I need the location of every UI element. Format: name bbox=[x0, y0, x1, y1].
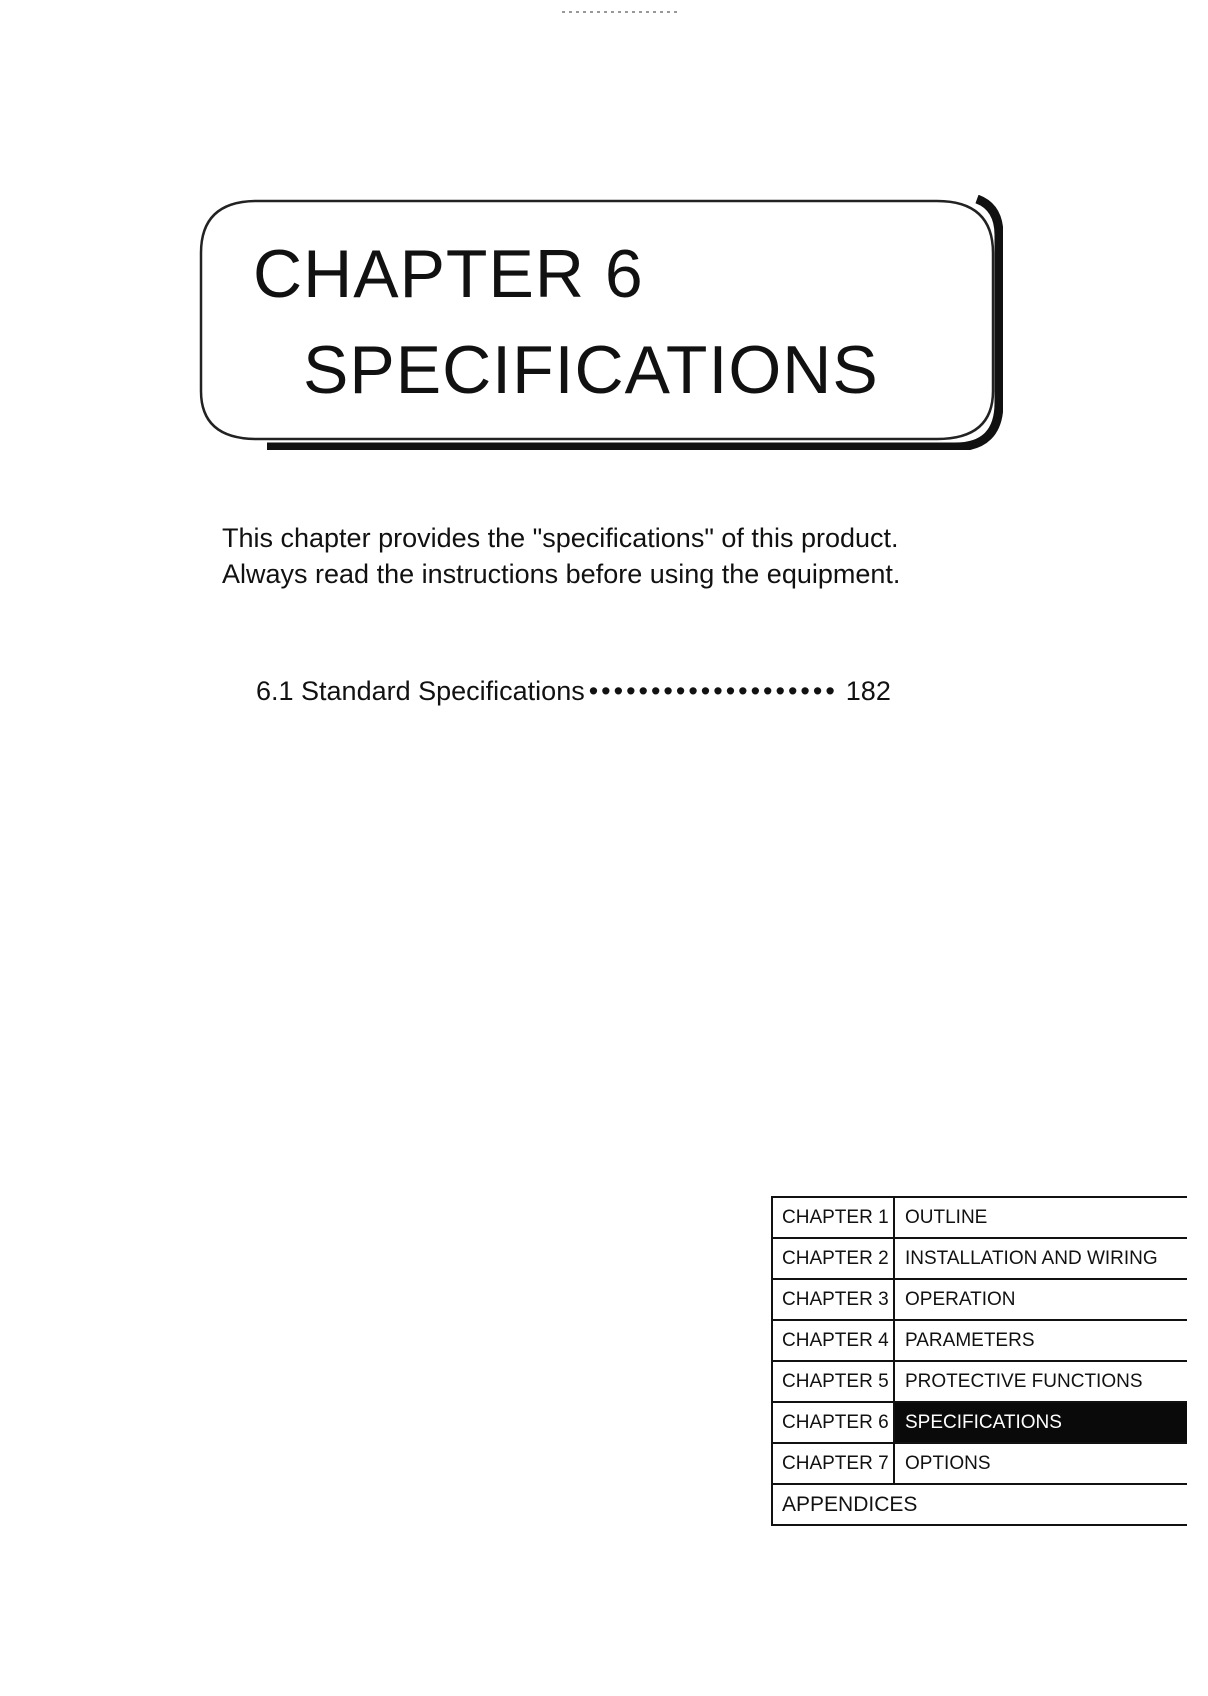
chapter-title-box bbox=[195, 195, 1003, 450]
toc-entry-label: 6.1 Standard Specifications bbox=[256, 676, 585, 706]
chapter-title: SPECIFICATIONS bbox=[303, 332, 879, 408]
chapter-number: CHAPTER 6 bbox=[253, 236, 644, 312]
chapter-index-row-4[interactable] bbox=[773, 1321, 1187, 1362]
chapter-index-number: CHAPTER 1 bbox=[773, 1198, 895, 1237]
chapter-index-row-1[interactable] bbox=[773, 1198, 1187, 1239]
title-box-frame bbox=[195, 195, 1003, 450]
chapter-index-number: CHAPTER 5 bbox=[773, 1362, 895, 1401]
chapter-index-number: CHAPTER 7 bbox=[773, 1444, 895, 1483]
chapter-index-name: PARAMETERS bbox=[905, 1329, 1035, 1351]
chapter-index-table bbox=[771, 1196, 1187, 1526]
chapter-index-row-3[interactable] bbox=[773, 1280, 1187, 1321]
chapter-index-number: CHAPTER 2 bbox=[773, 1239, 895, 1278]
chapter-index-number: CHAPTER 3 bbox=[773, 1280, 895, 1319]
chapter-index-number: CHAPTER 6 bbox=[773, 1403, 895, 1442]
chapter-index-name: PROTECTIVE FUNCTIONS bbox=[905, 1370, 1143, 1392]
chapter-index-name: OPERATION bbox=[905, 1288, 1016, 1310]
chapter-index-row-7[interactable] bbox=[773, 1444, 1187, 1485]
chapter-intro bbox=[222, 520, 900, 592]
toc-entry-page: 182 bbox=[845, 676, 891, 706]
chapter-index-number: CHAPTER 4 bbox=[773, 1321, 895, 1360]
chapter-index-name: OUTLINE bbox=[905, 1206, 988, 1228]
scan-artifact bbox=[562, 11, 680, 13]
chapter-index-appendices: APPENDICES bbox=[782, 1492, 918, 1516]
toc-leader-dots: •••••••••••••••••••• bbox=[588, 676, 838, 706]
intro-line: This chapter provides the "specifications" of this product. bbox=[222, 523, 899, 553]
toc-entry[interactable] bbox=[256, 676, 891, 707]
intro-line: Always read the instructions before using the equipment. bbox=[222, 559, 901, 589]
chapter-index-row-appendices[interactable] bbox=[773, 1485, 1187, 1526]
chapter-index-name-highlighted: SPECIFICATIONS bbox=[895, 1403, 1187, 1442]
chapter-index-name: OPTIONS bbox=[905, 1452, 991, 1474]
chapter-index-row-6-current[interactable] bbox=[773, 1403, 1187, 1444]
chapter-index-name: INSTALLATION AND WIRING bbox=[905, 1247, 1158, 1269]
chapter-index-row-5[interactable] bbox=[773, 1362, 1187, 1403]
chapter-index-row-2[interactable] bbox=[773, 1239, 1187, 1280]
